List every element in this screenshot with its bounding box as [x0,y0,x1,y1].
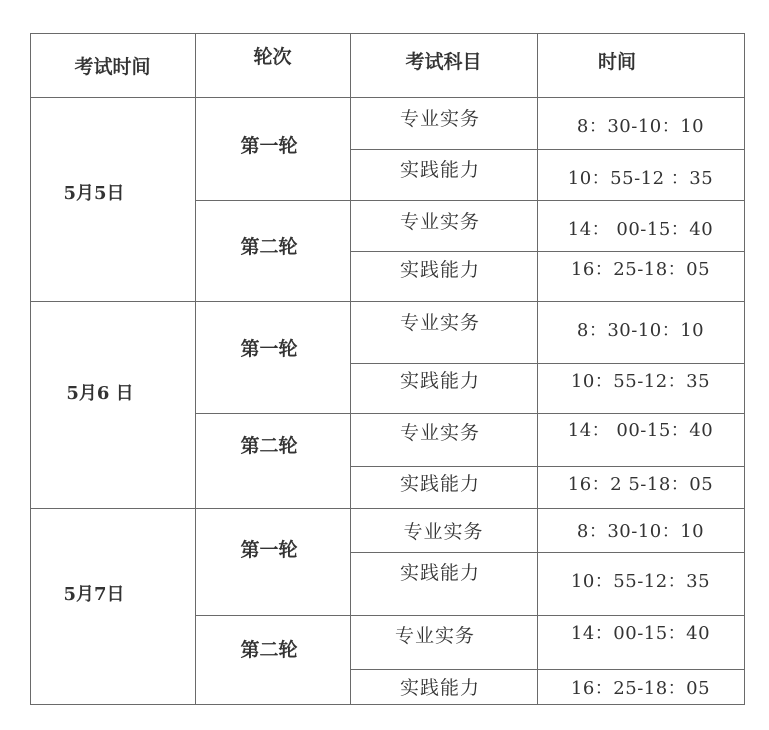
time-cell: 14：00-15：40 [570,623,711,644]
subject-cell: 实践能力 [399,369,480,392]
round-label: 第一轮 [240,538,298,561]
time-cell: 16：25-18：05 [570,677,711,699]
time-cell: 14： 00-15：40 [567,219,714,240]
time-cell: 10：55-12：35 [570,571,711,592]
header-round: 轮次 [253,45,292,68]
time-cell: 16：25-18：05 [570,259,711,280]
subject-cell: 专业实务 [394,624,475,647]
round-label: 第二轮 [240,638,298,661]
time-cell: 10：55-12 ：35 [567,168,714,189]
subject-cell: 实践能力 [399,258,480,281]
subject-cell: 专业实务 [399,421,480,444]
header-exam-date: 考试时间 [74,55,151,78]
time-cell: 8：30-10：10 [576,521,705,542]
table-border-right [744,33,745,704]
round-label: 第二轮 [240,235,298,258]
subject-cell: 实践能力 [399,472,480,495]
header-subject: 考试科目 [405,50,482,73]
time-cell: 8：30-10：10 [576,116,705,137]
subject-cell: 专业实务 [403,520,484,543]
exam-date: 5月7日 [63,584,125,605]
table-border-bottom [30,704,745,705]
subject-cell: 专业实务 [399,107,480,130]
round-label: 第二轮 [240,434,298,457]
exam-date: 5月5日 [63,183,125,204]
time-cell: 14： 00-15：40 [567,420,714,441]
time-cell: 10：55-12：35 [570,371,711,392]
subject-cell: 实践能力 [399,676,480,699]
round-label: 第一轮 [240,337,298,360]
subject-cell: 实践能力 [399,158,480,181]
time-cell: 8：30-10：10 [576,320,705,341]
time-cell: 16：2 5-18：05 [567,474,714,495]
round-label: 第一轮 [240,134,298,157]
subject-cell: 专业实务 [399,210,480,233]
header-time: 时间 [597,50,636,73]
day-divider [30,508,745,509]
subject-cell: 专业实务 [399,311,480,334]
subject-cell: 实践能力 [399,561,480,584]
exam-date: 5月6 日 [66,383,134,404]
